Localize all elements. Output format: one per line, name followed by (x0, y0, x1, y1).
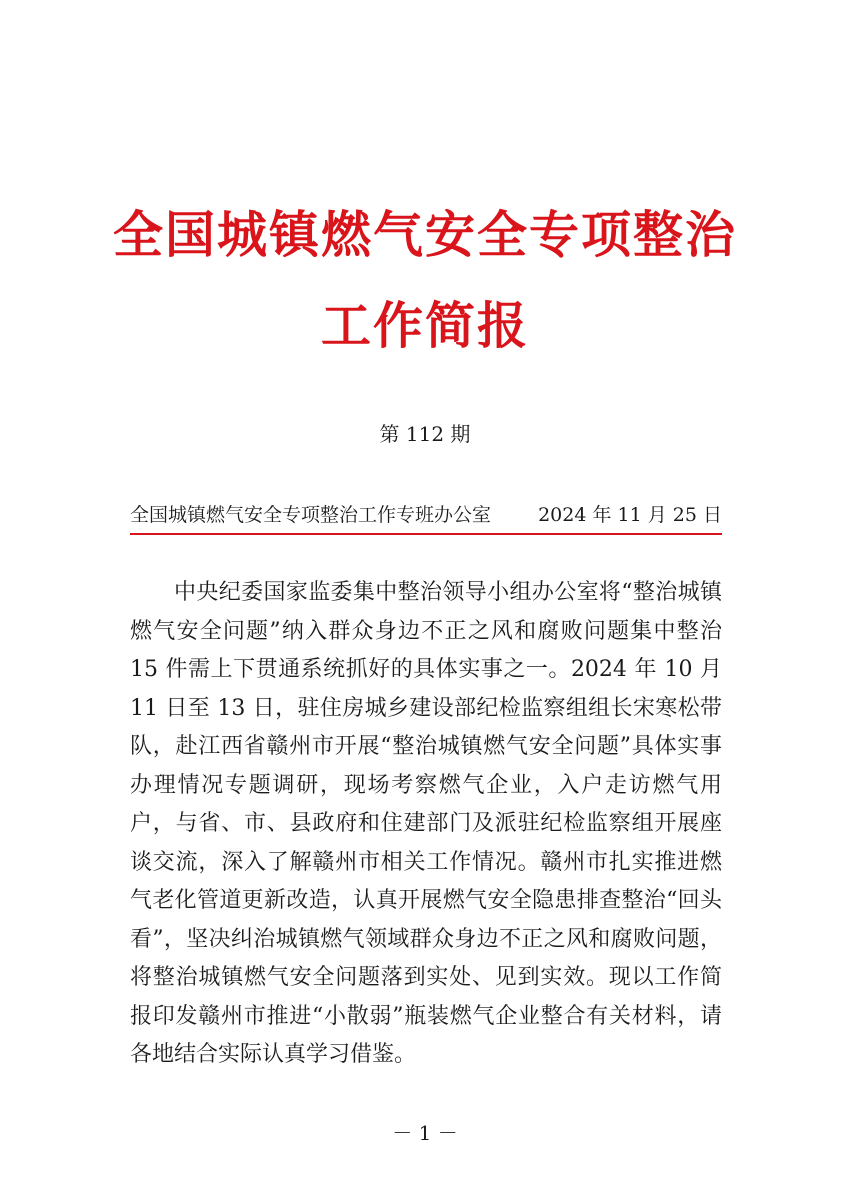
bulletin-title-line-2: 工作简报 (321, 296, 529, 355)
issue-date: 2024 年 11 月 25 日 (538, 504, 722, 526)
body-paragraph: 中央纪委国家监委集中整治领导小组办公室将“整治城镇燃气安全问题”纳入群众身边不正之风和腐败问题集中整治 15 件需上下贯通系统抓好的具体实事之一。2024 年 10 月 11 日至 13 日，驻住房城乡建设部纪检监察组组长宋寒松带队，赴江西省赣州市开展“整治城镇燃气安全问题”具体实事办理情况专题调研，现场考察燃气企业，入户走访燃气用户，与省、市、县政府和住建部门及派驻纪检监察组开展座谈交流，深入了解赣州市相关工作情况。赣州市扎实推进燃气老化管道更新改造，认真开展燃气安全隐患排查整治“回头看”，坚决纠治城镇燃气领域群众身边不正之风和腐败问题，将整治城镇燃气安全问题落到实处、见到实效。现以工作简报印发赣州市推进“小散弱”瓶装燃气企业整合有关材料，请各地结合实际认真学习借鉴。 (130, 580, 722, 1067)
red-divider-line (130, 533, 722, 535)
page-number: － 1 － (392, 1121, 458, 1145)
issue-number: 第 112 期 (379, 422, 471, 446)
issuer-name: 全国城镇燃气安全专项整治工作专班办公室 (130, 504, 492, 526)
issuer-row (130, 500, 722, 532)
bulletin-title-line-1: 全国城镇燃气安全专项整治 (113, 205, 737, 264)
